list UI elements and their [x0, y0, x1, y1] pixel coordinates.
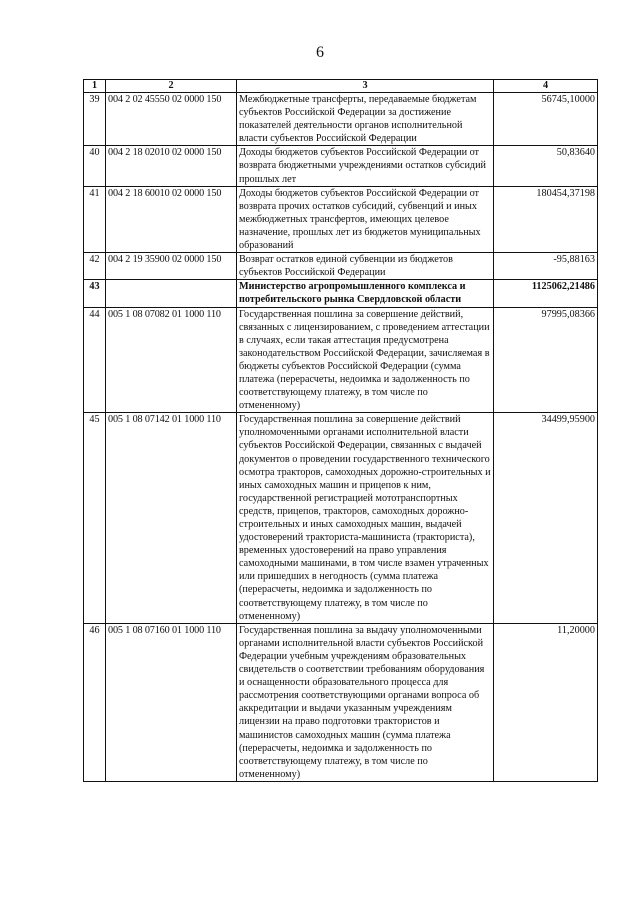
row-number: 40 — [84, 146, 106, 186]
table-row — [84, 623, 598, 781]
revenue-description: Межбюджетные трансферты, передаваемые бюджетам субъектов Российской Федерации за достижение показателей деятельности органов исполнительной власти субъектов Российской Федерации — [237, 93, 494, 146]
table-body — [84, 93, 598, 782]
row-number: 42 — [84, 253, 106, 280]
budget-code: 005 1 08 07082 01 1000 110 — [106, 307, 237, 413]
revenue-description: Государственная пошлина за выдачу уполномоченными органами исполнительной власти субъектов Российской Федерации учебным учреждениям образовательных свидетельств о соответствии требованиям оборудования и оснащенности образовательного процесса для рассмотрения соответствующими органами вопроса об аккредитации и выдачи указанным учреждениям лицензии на право подготовки трактористов и машинистов самоходных машин (сумма платежа (перерасчеты, недоимка и задолженность по соответствующему платежу, в том числе по отмененному) — [237, 623, 494, 781]
table-row — [84, 253, 598, 280]
row-number: 46 — [84, 623, 106, 781]
table-row — [84, 186, 598, 252]
amount-value: 180454,37198 — [494, 186, 598, 252]
budget-code: 005 1 08 07160 01 1000 110 — [106, 623, 237, 781]
budget-code: 004 2 18 02010 02 0000 150 — [106, 146, 237, 186]
table-row — [84, 307, 598, 413]
revenue-description: Государственная пошлина за совершение действий, связанных с лицензированием, с проведением аттестации в случаях, если такая аттестация предусмотрена законодательством Российской Федерации, зачисляемая в бюджеты субъектов Российской Федерации (сумма платежа (перерасчеты, недоимка и задолженность по соответствующему платежу, в том числе по отмененному) — [237, 307, 494, 413]
budget-code: 004 2 18 60010 02 0000 150 — [106, 186, 237, 252]
table-row — [84, 146, 598, 186]
row-number: 39 — [84, 93, 106, 146]
revenue-table — [83, 79, 598, 782]
row-number: 43 — [84, 280, 106, 307]
revenue-description: Доходы бюджетов субъектов Российской Федерации от возврата бюджетными учреждениями остатков субсидий прошлых лет — [237, 146, 494, 186]
table-header-row — [84, 80, 598, 93]
amount-value: 50,83640 — [494, 146, 598, 186]
budget-code: 005 1 08 07142 01 1000 110 — [106, 413, 237, 624]
column-header-3: 3 — [237, 80, 494, 93]
amount-value: 97995,08366 — [494, 307, 598, 413]
amount-value: 56745,10000 — [494, 93, 598, 146]
row-number: 41 — [84, 186, 106, 252]
table-row — [84, 413, 598, 624]
budget-code: 004 2 02 45550 02 0000 150 — [106, 93, 237, 146]
revenue-description: Министерство агропромышленного комплекса и потребительского рынка Свердловской области — [237, 280, 494, 307]
column-header-1: 1 — [84, 80, 106, 93]
amount-value: -95,88163 — [494, 253, 598, 280]
amount-value: 11,20000 — [494, 623, 598, 781]
row-number: 45 — [84, 413, 106, 624]
revenue-description: Доходы бюджетов субъектов Российской Федерации от возврата прочих остатков субсидий, субвенций и иных межбюджетных трансфертов, имеющих целевое назначение, прошлых лет из бюджетов муниципальных образований — [237, 186, 494, 252]
amount-value: 34499,95900 — [494, 413, 598, 624]
column-header-4: 4 — [494, 80, 598, 93]
table-row — [84, 93, 598, 146]
budget-code — [106, 280, 237, 307]
amount-value: 1125062,21486 — [494, 280, 598, 307]
column-header-2: 2 — [106, 80, 237, 93]
table-row — [84, 280, 598, 307]
revenue-description: Государственная пошлина за совершение действий уполномоченными органами исполнительной власти субъектов Российской Федерации, связанных с выдачей документов о проведении государственного технического осмотра тракторов, самоходных дорожно-строительных и иных самоходных машин и прицепов к ним, государственной регистрацией мототранспортных средств, прицепов, тракторов, самоходных дорожно-строительных и иных самоходных машин, выдачей удостоверений тракториста-машиниста (тракториста), временных удостоверений на право управления самоходными машинами, в том числе взамен утраченных или пришедших в негодность (сумма платежа (перерасчеты, недоимка и задолженность по соответствующему платежу, в том числе по отмененному) — [237, 413, 494, 624]
page-number: 6 — [316, 44, 324, 61]
row-number: 44 — [84, 307, 106, 413]
budget-code: 004 2 19 35900 02 0000 150 — [106, 253, 237, 280]
revenue-description: Возврат остатков единой субвенции из бюджетов субъектов Российской Федерации — [237, 253, 494, 280]
